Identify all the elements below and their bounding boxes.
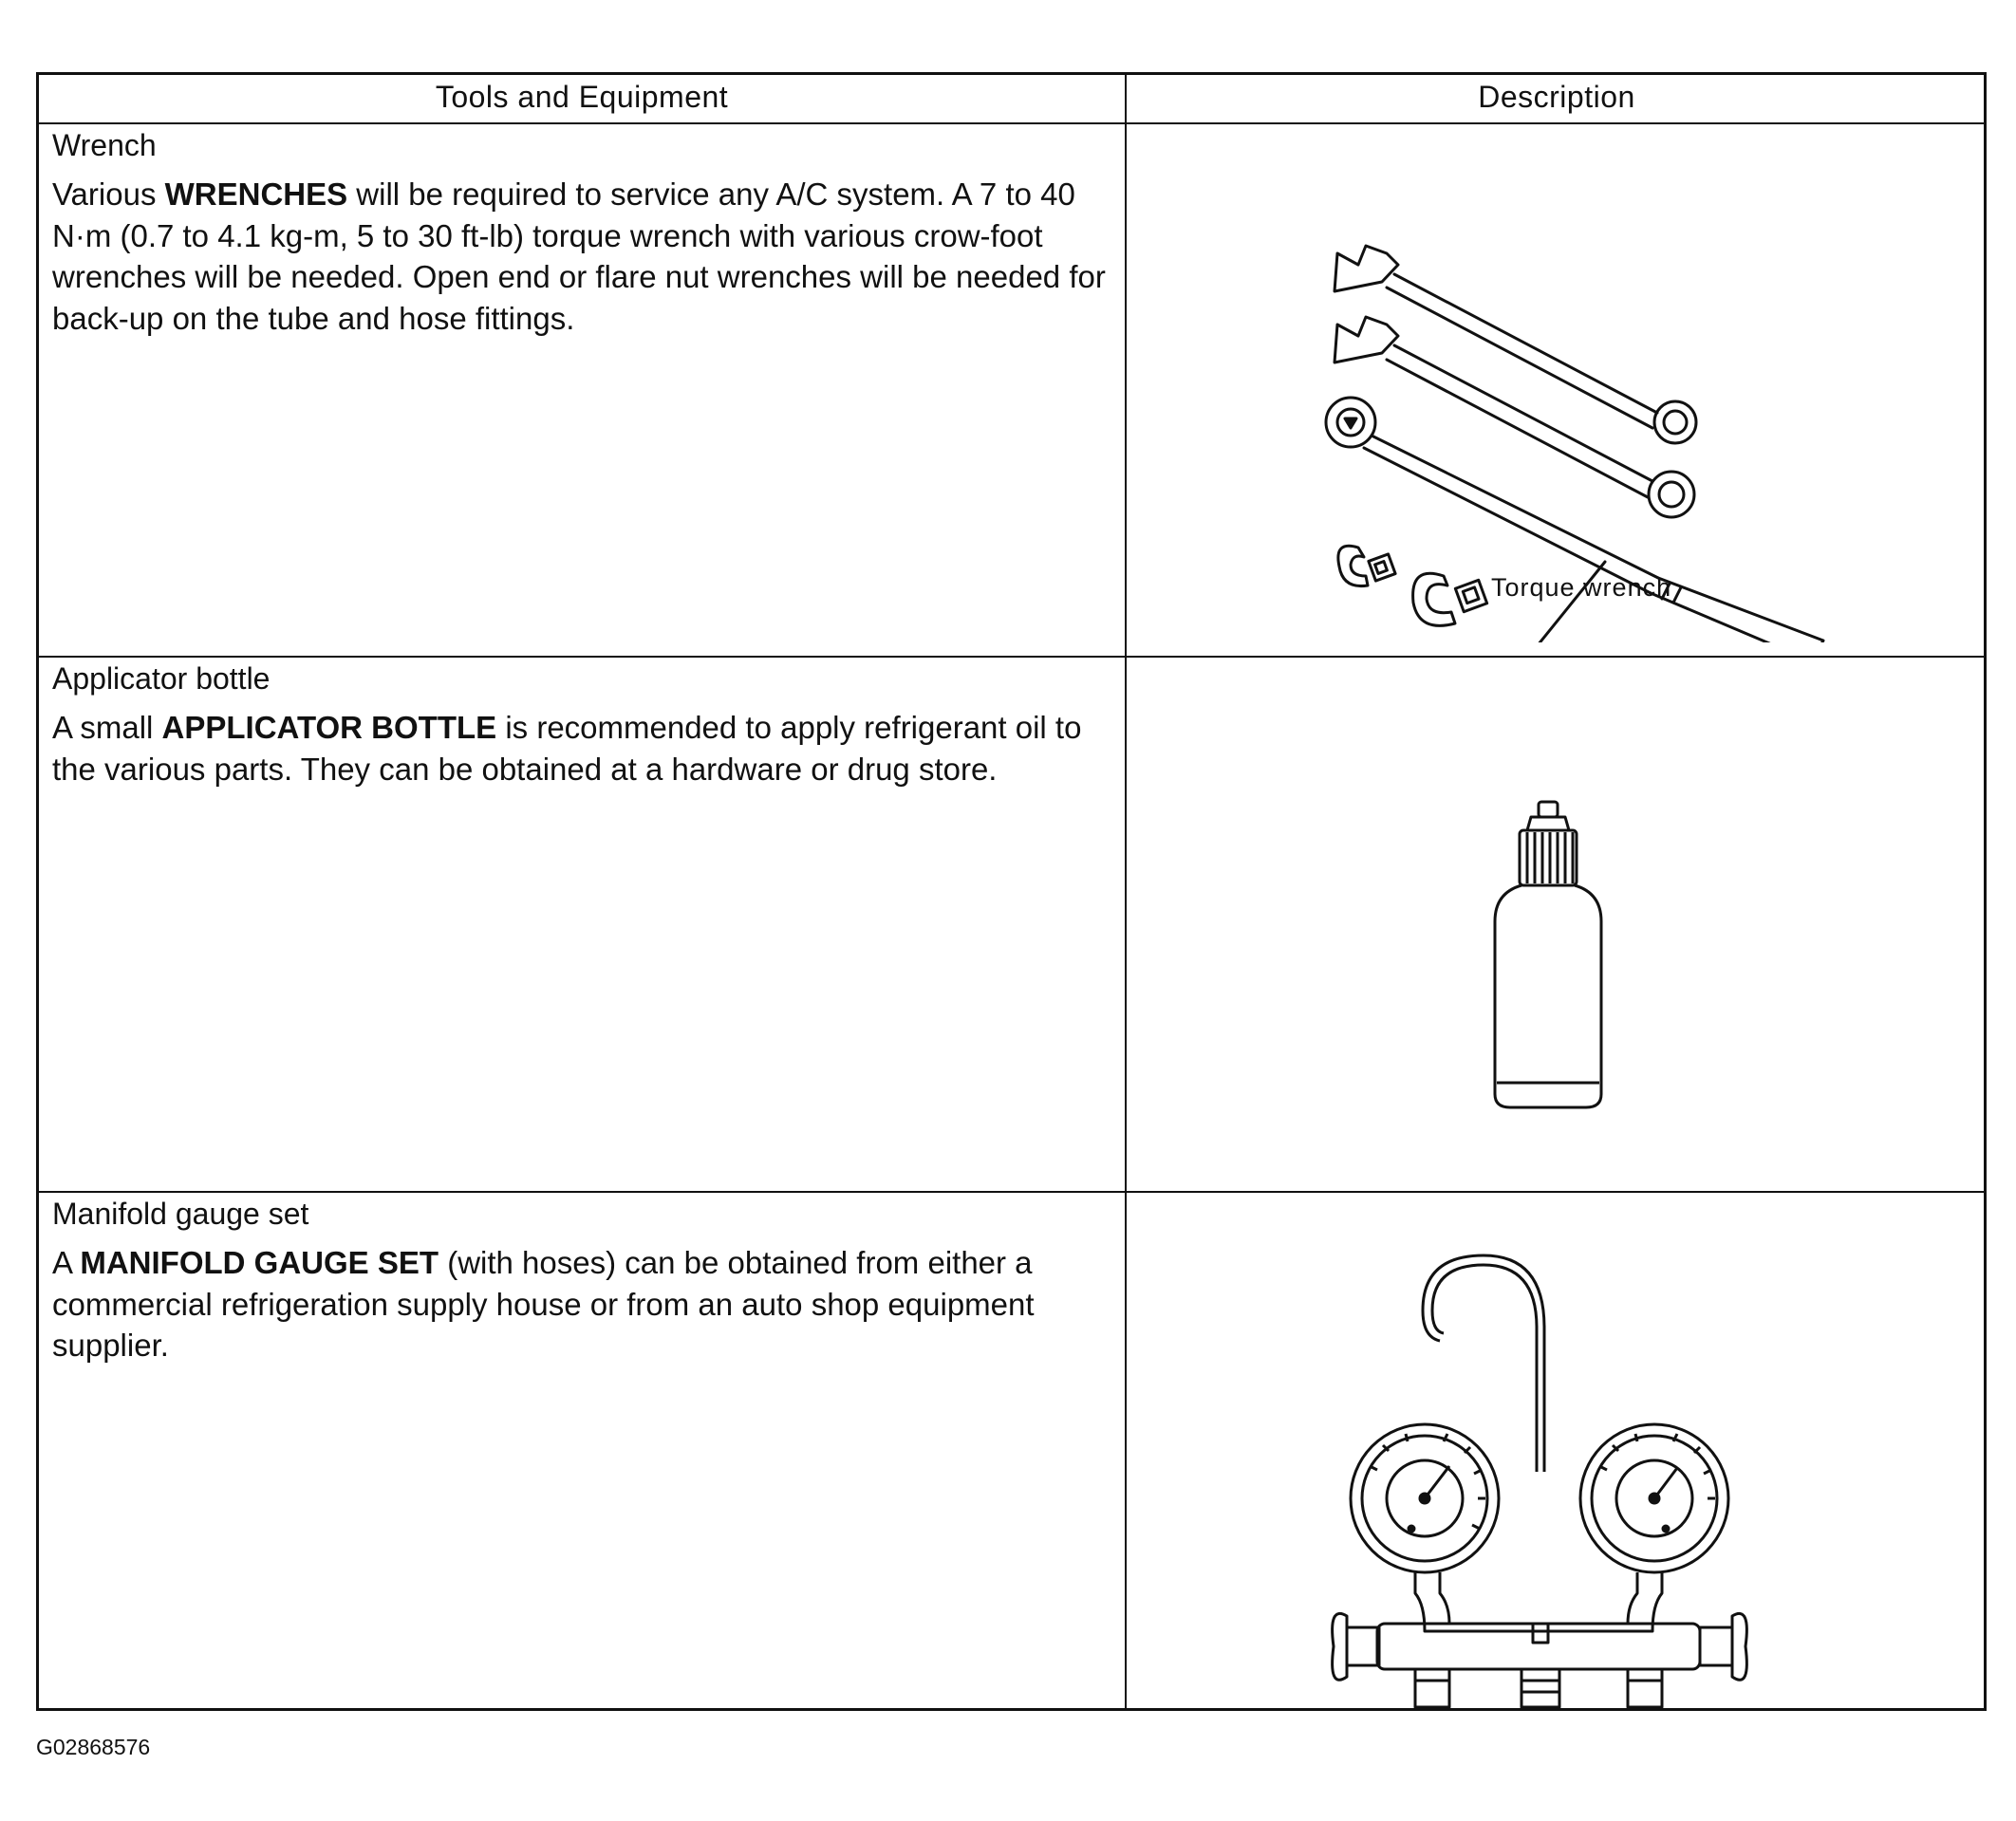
torque-wrench-callout: Torque wrench	[1491, 573, 1672, 602]
applicator-bottle-icon	[1495, 802, 1601, 1107]
combination-wrench-icon	[1335, 317, 1694, 517]
header-tools: Tools and Equipment	[435, 80, 729, 114]
tool-name: Applicator bottle	[52, 661, 271, 696]
applicator-bottle-illustration	[1482, 798, 1624, 1121]
high-pressure-gauge-icon	[1580, 1424, 1728, 1572]
figure-id: G02868576	[36, 1735, 151, 1759]
tool-name: Manifold gauge set	[52, 1197, 309, 1231]
tools-table	[36, 72, 1987, 1711]
tool-description: A MANIFOLD GAUGE SET (with hoses) can be obtained from either a commercial refrigeration supply house or from an auto shop equipment supplier.	[52, 1245, 1035, 1363]
crowfoot-wrench-icon	[1338, 546, 1395, 585]
header-description: Description	[1478, 80, 1635, 114]
manifold-body-icon	[1377, 1572, 1700, 1669]
row-applicator-bottle	[52, 658, 1115, 790]
column-divider	[1125, 75, 1127, 1708]
hose-fitting-icon	[1415, 1669, 1662, 1707]
valve-handle-icon	[1700, 1613, 1746, 1680]
low-pressure-gauge-icon	[1351, 1424, 1499, 1572]
valve-handle-icon	[1333, 1613, 1379, 1680]
tool-name: Wrench	[52, 128, 157, 162]
manifold-gauge-set-illustration	[1320, 1252, 1766, 1709]
tool-description: A small APPLICATOR BOTTLE is recommended to apply refrigerant oil to the various parts. They can be obtained at a hardware or drug store.	[52, 710, 1082, 787]
crowfoot-wrench-icon	[1413, 573, 1487, 625]
tool-description: Various WRENCHES will be required to service any A/C system. A 7 to 40 N·m (0.7 to 4.1 kg-m, 5 to 30 ft-lb) torque wrench with various crow-foot wrenches will be needed. Open end or flare nut wrenches will be needed for back-up on the tube and hose fittings.	[52, 177, 1106, 336]
torque-wrench-icon	[1326, 398, 1823, 642]
row-manifold-gauge-set	[52, 1193, 1115, 1366]
row-wrench	[52, 124, 1115, 339]
